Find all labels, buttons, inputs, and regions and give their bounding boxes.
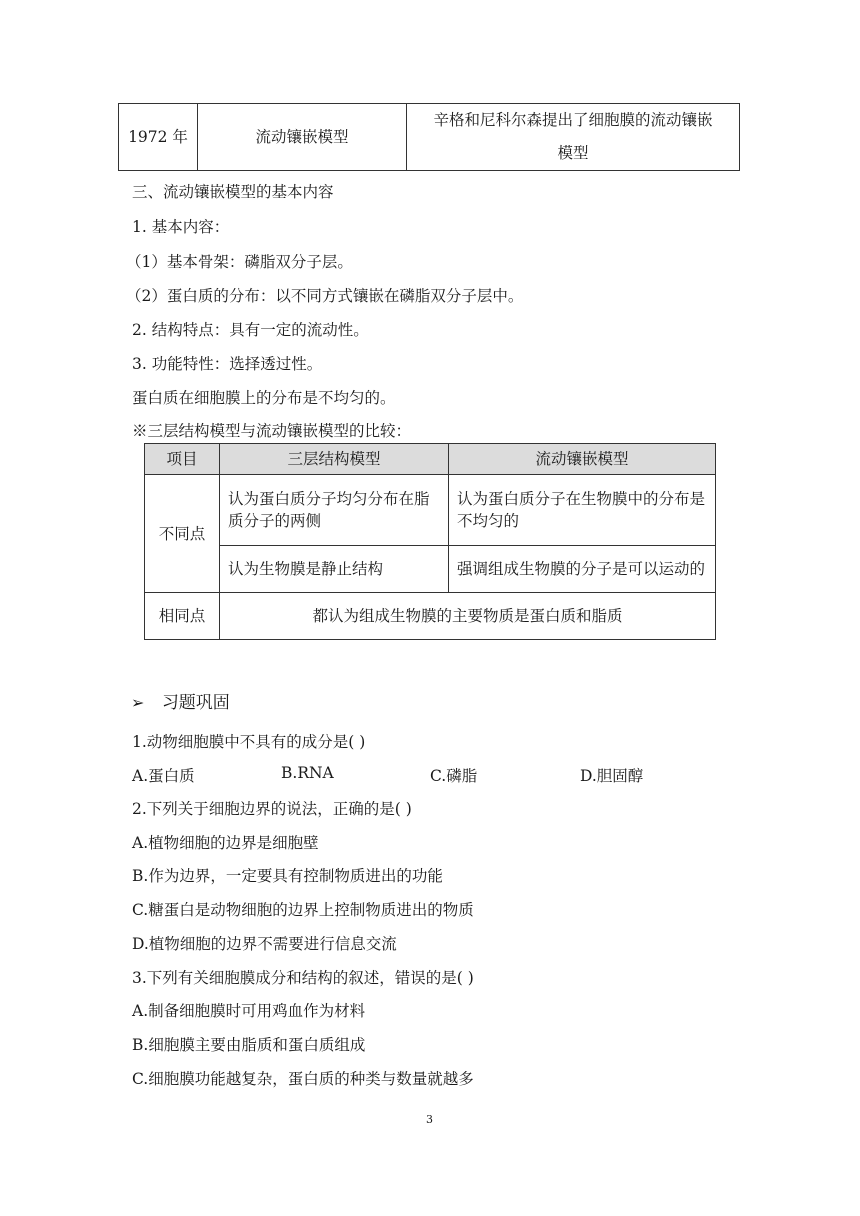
function-feature-line: 3. 功能特性：选择透过性。 <box>132 355 323 373</box>
q1-option-d: D.胆固醇 <box>580 767 644 785</box>
q2-option-c: C.糖蛋白是动物细胞的边界上控制物质进出的物质 <box>132 901 474 919</box>
description-line-1: 辛格和尼科尔森提出了细胞膜的流动镶嵌 <box>433 111 713 129</box>
header-item: 项目 <box>145 444 220 475</box>
year-cell: 1972 年 <box>119 104 198 171</box>
header-three-layer: 三层结构模型 <box>220 444 449 475</box>
uneven-distribution-note: 蛋白质在细胞膜上的分布是不均匀的。 <box>132 389 396 407</box>
exercise-heading <box>131 688 230 713</box>
table-row <box>145 593 716 640</box>
protein-distribution-line: （2）蛋白质的分布：以不同方式镶嵌在磷脂双分子层中。 <box>126 287 524 305</box>
q2-option-b: B.作为边界，一定要具有控制物质进出的功能 <box>132 867 443 885</box>
same-text-cell: 都认为组成生物膜的主要物质是蛋白质和脂质 <box>220 593 716 640</box>
header-fluid-mosaic: 流动镶嵌模型 <box>449 444 716 475</box>
arrow-bullet-icon: ➢ <box>131 693 145 712</box>
page-number: 3 <box>426 1113 433 1126</box>
q2-option-d: D.植物细胞的边界不需要进行信息交流 <box>132 935 397 953</box>
diff-fluid-mosaic-cell-2: 强调组成生物膜的分子是可以运动的 <box>449 546 716 593</box>
table-row <box>119 104 740 171</box>
table-header-row <box>145 444 716 475</box>
same-label-cell: 相同点 <box>145 593 220 640</box>
diff-fluid-mosaic-cell-1: 认为蛋白质分子在生物膜中的分布是不均匀的 <box>449 475 716 546</box>
model-cell: 流动镶嵌模型 <box>198 104 407 171</box>
question-2: 2.下列关于细胞边界的说法，正确的是( ) <box>132 800 412 818</box>
diff-three-layer-cell-1: 认为蛋白质分子均匀分布在脂质分子的两侧 <box>220 475 449 546</box>
q1-option-a: A.蛋白质 <box>132 767 195 785</box>
basic-content-heading: 1. 基本内容： <box>132 218 230 236</box>
q3-option-b: B.细胞膜主要由脂质和蛋白质组成 <box>132 1036 366 1054</box>
q3-option-c: C.细胞膜功能越复杂，蛋白质的种类与数量就越多 <box>132 1070 474 1088</box>
comparison-table <box>144 443 716 640</box>
exercise-title: 习题巩固 <box>161 693 230 713</box>
structure-feature-line: 2. 结构特点：具有一定的流动性。 <box>132 321 369 339</box>
q1-option-b: B.RNA <box>281 764 334 782</box>
history-table <box>118 103 740 171</box>
question-1: 1.动物细胞膜中不具有的成分是( ) <box>132 733 366 751</box>
description-cell <box>407 104 740 171</box>
skeleton-line: （1）基本骨架：磷脂双分子层。 <box>126 253 353 271</box>
question-3: 3.下列有关细胞膜成分和结构的叙述，错误的是( ) <box>132 969 474 987</box>
table-row <box>145 546 716 593</box>
description-line-2: 模型 <box>557 144 589 162</box>
table-row <box>145 475 716 546</box>
q2-option-a: A.植物细胞的边界是细胞壁 <box>132 834 319 852</box>
diff-three-layer-cell-2: 认为生物膜是静止结构 <box>220 546 449 593</box>
diff-label-cell: 不同点 <box>145 475 220 593</box>
q3-option-a: A.制备细胞膜时可用鸡血作为材料 <box>132 1002 366 1020</box>
comparison-title: ※三层结构模型与流动镶嵌模型的比较： <box>132 422 412 440</box>
q1-option-c: C.磷脂 <box>430 767 478 785</box>
section-heading: 三、流动镶嵌模型的基本内容 <box>132 183 334 201</box>
